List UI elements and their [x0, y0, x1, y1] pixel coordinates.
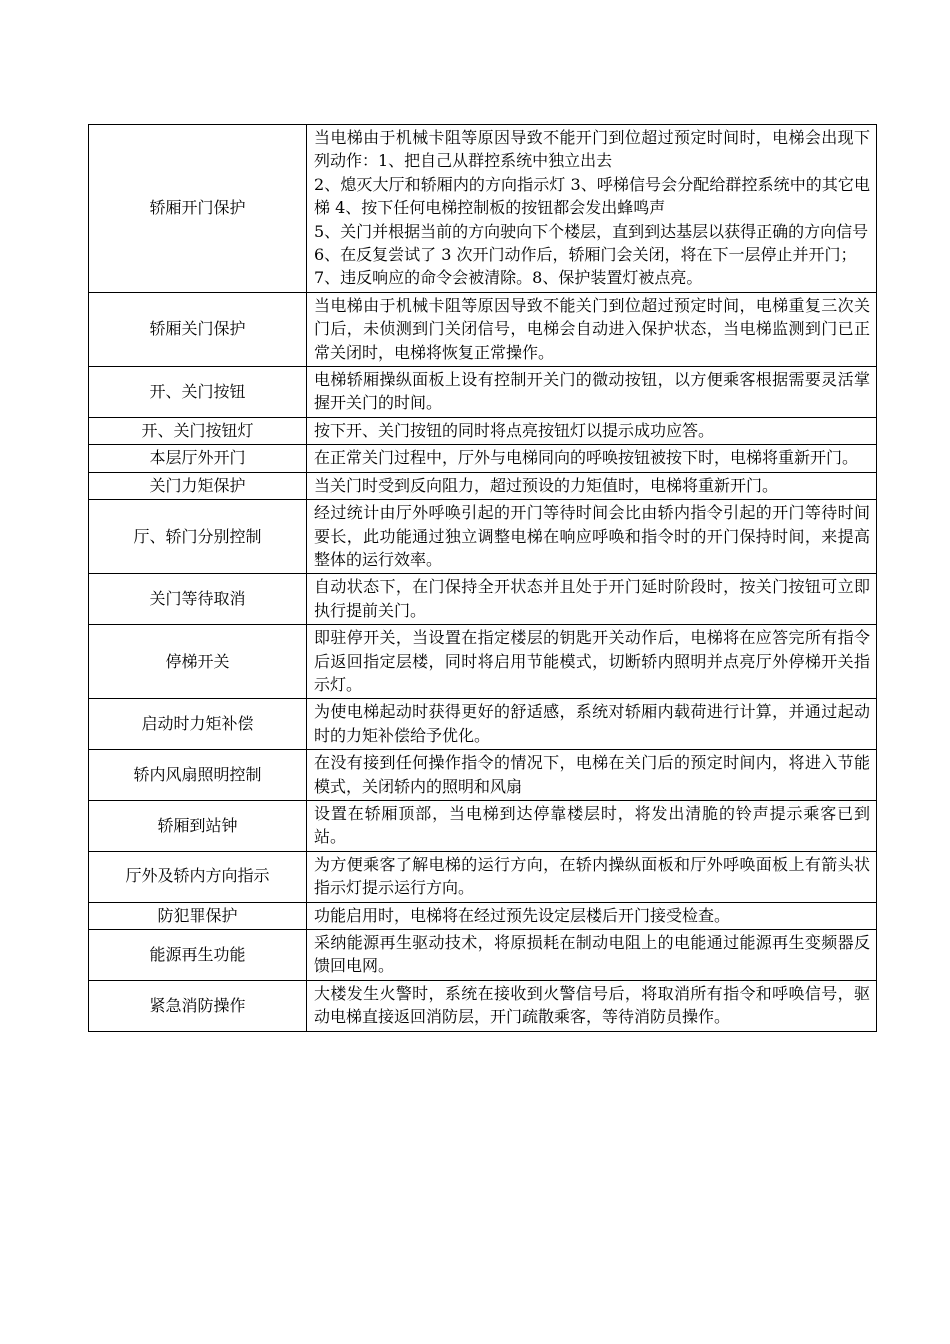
- function-description-cell: [307, 980, 877, 1031]
- table-row: [89, 851, 877, 902]
- function-description-cell: [307, 472, 877, 499]
- description-line: 为使电梯起动时获得更好的舒适感，系统对轿厢内载荷进行计算，并通过起动时的力矩补偿给予优化。: [314, 702, 870, 745]
- description-line: 自动状态下，在门保持全开状态并且处于开门延时阶段时，按关门按钮可立即执行提前关门。: [314, 577, 870, 620]
- description-line: 设置在轿厢顶部，当电梯到达停靠楼层时，将发出清脆的铃声提示乘客已到站。: [314, 803, 870, 847]
- function-name-cell: 能源再生功能: [89, 930, 307, 981]
- function-description-cell: [307, 417, 877, 444]
- table-row: [89, 902, 877, 929]
- function-name-cell: 紧急消防操作: [89, 980, 307, 1031]
- function-description-cell: [307, 445, 877, 472]
- table-row: [89, 367, 877, 418]
- function-name-cell: 轿厢关门保护: [89, 292, 307, 366]
- function-name-cell: 本层厅外开门: [89, 445, 307, 472]
- function-name-cell: 厅、轿门分别控制: [89, 500, 307, 574]
- description-line: 当电梯由于机械卡阻等原因导致不能开门到位超过预定时间时，电梯会出现下列动作：1、把自己从群控系统中独立出去: [314, 128, 870, 171]
- description-line: 功能启用时，电梯将在经过预先设定层楼后开门接受检查。: [314, 905, 731, 925]
- table-row: [89, 292, 877, 366]
- table-body: [89, 125, 877, 1032]
- function-name-cell: 开、关门按钮灯: [89, 417, 307, 444]
- table-row: [89, 699, 877, 750]
- function-description-cell: [307, 367, 877, 418]
- function-name-cell: 停梯开关: [89, 625, 307, 699]
- elevator-function-table: [88, 124, 877, 1032]
- function-description-cell: [307, 125, 877, 293]
- description-line: 5、关门并根据当前的方向驶向下个楼层，直到到达基层以获得正确的方向信号: [314, 221, 869, 241]
- description-line: 即驻停开关，当设置在指定楼层的钥匙开关动作后，电梯将在应答完所有指令后返回指定层楼，同时将启用节能模式，切断轿内照明并点亮厅外停梯开关指示灯。: [314, 628, 870, 694]
- description-line: 按下开、关门按钮的同时将点亮按钮灯以提示成功应答。: [314, 420, 715, 440]
- table-row: [89, 750, 877, 801]
- table-row: [89, 980, 877, 1031]
- table-row: [89, 930, 877, 981]
- function-name-cell: 轿厢到站钟: [89, 800, 307, 851]
- description-line: 电梯轿厢操纵面板上设有控制开关门的微动按钮，以方便乘客根据需要灵活掌握开关门的时间。: [314, 370, 870, 413]
- table-row: [89, 472, 877, 499]
- function-name-cell: 轿内风扇照明控制: [89, 750, 307, 801]
- table-row: [89, 417, 877, 444]
- description-line: 7、违反响应的命令会被清除。8、保护装置灯被点亮。: [314, 268, 703, 288]
- description-line: 为方便乘客了解电梯的运行方向，在轿内操纵面板和厅外呼唤面板上有箭头状指示灯提示运行方向。: [314, 854, 870, 898]
- function-description-cell: [307, 902, 877, 929]
- description-line: 采纳能源再生驱动技术，将原损耗在制动电阻上的电能通过能源再生变频器反馈回电网。: [314, 933, 870, 976]
- description-line: 大楼发生火警时，系统在接收到火警信号后，将取消所有指令和呼唤信号，驱动电梯直接返回消防层，开门疏散乘客，等待消防员操作。: [314, 983, 870, 1027]
- description-line: 当关门时受到反向阻力，超过预设的力矩值时，电梯将重新开门。: [314, 475, 779, 495]
- function-description-cell: [307, 625, 877, 699]
- description-line: 6、在反复尝试了 3 次开门动作后，轿厢门会关闭，将在下一层停止并开门；: [314, 245, 857, 265]
- table-row: [89, 800, 877, 851]
- function-name-cell: 厅外及轿内方向指示: [89, 851, 307, 902]
- description-line: 2、熄灭大厅和轿厢内的方向指示灯 3、呼梯信号会分配给群控系统中的其它电梯 4、按下任何电梯控制板的按钮都会发出蜂鸣声: [314, 174, 870, 218]
- description-line: 在正常关门过程中，厅外与电梯同向的呼唤按钮被按下时，电梯将重新开门。: [314, 448, 859, 468]
- function-description-cell: [307, 930, 877, 981]
- table-row: [89, 625, 877, 699]
- function-description-cell: [307, 699, 877, 750]
- function-description-cell: [307, 750, 877, 801]
- function-name-cell: 开、关门按钮: [89, 367, 307, 418]
- function-description-cell: [307, 851, 877, 902]
- function-name-cell: 防犯罪保护: [89, 902, 307, 929]
- description-line: 经过统计由厅外呼唤引起的开门等待时间会比由轿内指令引起的开门等待时间要长，此功能通过独立调整电梯在响应呼唤和指令时的开门保持时间，来提高整体的运行效率。: [314, 503, 870, 569]
- description-line: 当电梯由于机械卡阻等原因导致不能关门到位超过预定时间，电梯重复三次关门后，未侦测到门关闭信号，电梯会自动进入保护状态，当电梯监测到门已正常关闭时，电梯将恢复正常操作。: [314, 295, 870, 362]
- function-name-cell: 轿厢开门保护: [89, 125, 307, 293]
- function-description-cell: [307, 500, 877, 574]
- table-row: [89, 574, 877, 625]
- description-line: 在没有接到任何操作指令的情况下，电梯在关门后的预定时间内，将进入节能模式，关闭轿内的照明和风扇: [314, 753, 870, 796]
- function-name-cell: 启动时力矩补偿: [89, 699, 307, 750]
- table-row: [89, 445, 877, 472]
- function-description-cell: [307, 574, 877, 625]
- table-row: [89, 500, 877, 574]
- table-row: [89, 125, 877, 293]
- function-description-cell: [307, 292, 877, 366]
- function-name-cell: 关门力矩保护: [89, 472, 307, 499]
- function-description-cell: [307, 800, 877, 851]
- function-name-cell: 关门等待取消: [89, 574, 307, 625]
